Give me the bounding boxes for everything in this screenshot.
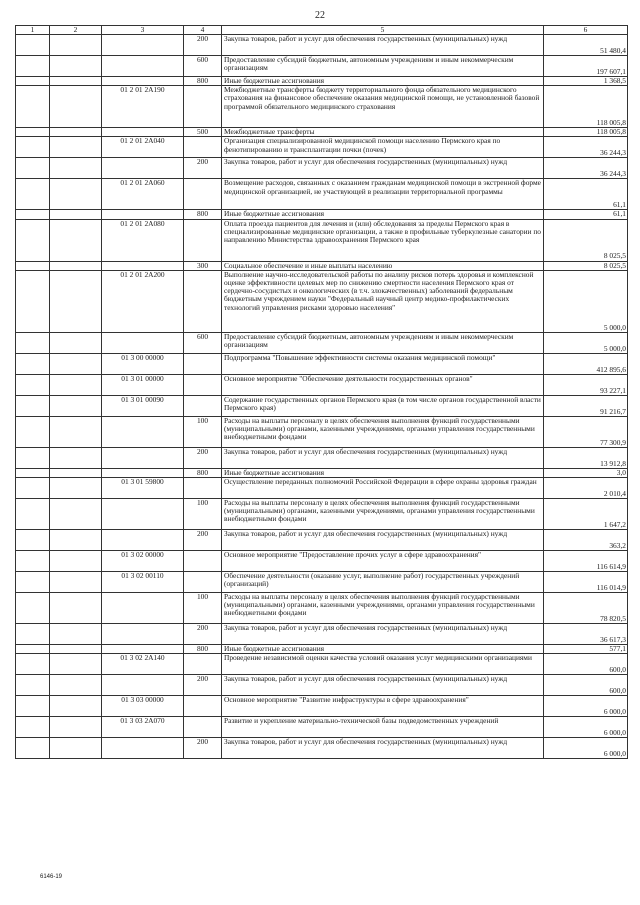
table-row [16,179,628,210]
description-cell: Социальное обеспечение и иные выплаты населению [222,261,544,270]
subsection-cell [50,530,102,551]
description-cell: Иные бюджетные ассигнования [222,77,544,86]
description-cell: Закупка товаров, работ и услуг для обеспечения государственных (муниципальных) нужд [222,35,544,56]
table-row [16,717,628,738]
target-article-cell [102,675,184,696]
amount-cell: 61,1 [544,210,628,219]
section-cell [16,654,50,675]
section-cell [16,499,50,530]
description-cell: Оплата проезда пациентов для лечения и (или) обследования за пределы Пермского края в специализированные медицинские организации, а также в профильные туберкулезные санатории по направлению Министерства здравоохранения Пермского края [222,219,544,261]
table-row [16,86,628,128]
description-cell: Закупка товаров, работ и услуг для обеспечения государственных (муниципальных) нужд [222,675,544,696]
section-cell [16,332,50,353]
amount-cell: 8 025,5 [544,261,628,270]
expense-type-cell [184,551,222,572]
section-cell [16,137,50,158]
section-cell [16,717,50,738]
table-row [16,332,628,353]
subsection-cell [50,478,102,499]
table-row [16,447,628,468]
subsection-cell [50,86,102,128]
description-cell: Расходы на выплаты персоналу в целях обеспечения выполнения функций государственными (муниципальными) органами, казенными учреждениями, органами управления государственными внебюджетными фондами [222,416,544,447]
expense-type-cell [184,137,222,158]
description-cell: Предоставление субсидий бюджетным, автономным учреждениям и иным некоммерческим организациям [222,332,544,353]
description-cell: Основное мероприятие "Обеспечение деятельности государственных органов" [222,374,544,395]
amount-cell: 1 647,2 [544,499,628,530]
expense-type-cell: 200 [184,624,222,645]
description-cell: Обеспечение деятельности (оказание услуг, выполнение работ) государственных учреждений (организаций) [222,572,544,593]
target-article-cell [102,416,184,447]
subsection-cell [50,572,102,593]
target-article-cell: 01 2 01 2А190 [102,86,184,128]
target-article-cell: 01 2 01 2А060 [102,179,184,210]
description-cell: Межбюджетные трансферты бюджету территориального фонда обязательного медицинского страхования на финансовое обеспечение оказания медицинской помощи, не установленной базовой программой обязательного медицинского страхования [222,86,544,128]
table-row [16,654,628,675]
target-article-cell [102,261,184,270]
description-cell: Основное мероприятие "Развитие инфраструктуры в сфере здравоохранения" [222,696,544,717]
footer-code: 6146-19 [40,874,63,880]
column-header: 3 [102,26,184,35]
target-article-cell [102,624,184,645]
expense-type-cell: 100 [184,416,222,447]
expense-type-cell: 300 [184,261,222,270]
target-article-cell [102,56,184,77]
section-cell [16,128,50,137]
expense-type-cell [184,353,222,374]
table-row [16,499,628,530]
section-cell [16,696,50,717]
subsection-cell [50,261,102,270]
amount-cell: 2 010,4 [544,478,628,499]
expense-type-cell [184,270,222,332]
table-row [16,395,628,416]
column-header: 2 [50,26,102,35]
table-row [16,675,628,696]
subsection-cell [50,416,102,447]
expense-type-cell [184,395,222,416]
table-row [16,353,628,374]
table-row [16,478,628,499]
subsection-cell [50,395,102,416]
description-cell: Проведение независимой оценки качества условий оказания услуг медицинскими организациями [222,654,544,675]
section-cell [16,353,50,374]
amount-cell: 118 005,8 [544,128,628,137]
table-row [16,137,628,158]
expense-type-cell [184,86,222,128]
target-article-cell [102,332,184,353]
subsection-cell [50,696,102,717]
amount-cell: 197 607,1 [544,56,628,77]
table-row [16,624,628,645]
section-cell [16,261,50,270]
table-row [16,416,628,447]
target-article-cell [102,158,184,179]
amount-cell: 13 912,8 [544,447,628,468]
section-cell [16,210,50,219]
column-header: 1 [16,26,50,35]
section-cell [16,270,50,332]
description-cell: Закупка товаров, работ и услуг для обеспечения государственных (муниципальных) нужд [222,624,544,645]
target-article-cell: 01 2 01 2А080 [102,219,184,261]
expense-type-cell: 800 [184,77,222,86]
target-article-cell [102,499,184,530]
budget-table [15,25,628,759]
section-cell [16,219,50,261]
description-cell: Закупка товаров, работ и услуг для обеспечения государственных (муниципальных) нужд [222,158,544,179]
expense-type-cell [184,478,222,499]
description-cell: Закупка товаров, работ и услуг для обеспечения государственных (муниципальных) нужд [222,738,544,759]
table-row [16,219,628,261]
expense-type-cell: 600 [184,56,222,77]
description-cell: Осуществление переданных полномочий Российской Федерации в сфере охраны здоровья граждан [222,478,544,499]
amount-cell: 6 000,0 [544,696,628,717]
expense-type-cell [184,696,222,717]
section-cell [16,645,50,654]
table-row [16,593,628,624]
expense-type-cell: 800 [184,645,222,654]
subsection-cell [50,499,102,530]
target-article-cell [102,593,184,624]
subsection-cell [50,675,102,696]
table-row [16,468,628,477]
description-cell: Организация специализированной медицинской помощи населению Пермского края по фенотипированию и трансплантации почки (почек) [222,137,544,158]
table-row [16,128,628,137]
target-article-cell: 01 3 02 00110 [102,572,184,593]
table-row [16,261,628,270]
subsection-cell [50,717,102,738]
target-article-cell [102,738,184,759]
expense-type-cell: 200 [184,158,222,179]
description-cell: Закупка товаров, работ и услуг для обеспечения государственных (муниципальных) нужд [222,447,544,468]
subsection-cell [50,353,102,374]
subsection-cell [50,270,102,332]
subsection-cell [50,35,102,56]
section-cell [16,447,50,468]
amount-cell: 6 000,0 [544,738,628,759]
table-header-row [16,26,628,35]
amount-cell: 51 480,4 [544,35,628,56]
amount-cell: 6 000,0 [544,717,628,738]
table-row [16,374,628,395]
description-cell: Содержание государственных органов Пермского края (в том числе органов государственной власти Пермского края) [222,395,544,416]
expense-type-cell [184,219,222,261]
table-row [16,551,628,572]
section-cell [16,738,50,759]
amount-cell: 36 244,3 [544,158,628,179]
section-cell [16,675,50,696]
target-article-cell: 01 2 01 2А200 [102,270,184,332]
target-article-cell: 01 3 01 59800 [102,478,184,499]
target-article-cell [102,530,184,551]
subsection-cell [50,738,102,759]
amount-cell: 61,1 [544,179,628,210]
target-article-cell: 01 3 00 00000 [102,353,184,374]
subsection-cell [50,128,102,137]
subsection-cell [50,56,102,77]
table-row [16,77,628,86]
subsection-cell [50,468,102,477]
expense-type-cell: 800 [184,468,222,477]
table-row [16,35,628,56]
amount-cell: 3,0 [544,468,628,477]
description-cell: Выполнение научно-исследовательской работы по анализу рисков потерь здоровья и комплексной оценке эффективности целевых мер по снижению смертности населения Пермского края от сердечно-сосудистых и онкологических (в т.ч. злокачественных) заболеваний федеральным бюджетным учреждением науки "Федеральный научный центр медико-профилактических технологий управления рисками здоровью населения" [222,270,544,332]
amount-cell: 116 014,9 [544,572,628,593]
target-article-cell: 01 3 03 00000 [102,696,184,717]
expense-type-cell: 100 [184,593,222,624]
target-article-cell: 01 2 01 2А040 [102,137,184,158]
table-row [16,210,628,219]
amount-cell: 600,0 [544,654,628,675]
section-cell [16,77,50,86]
expense-type-cell: 200 [184,530,222,551]
table-row [16,56,628,77]
amount-cell: 363,2 [544,530,628,551]
subsection-cell [50,551,102,572]
expense-type-cell: 600 [184,332,222,353]
section-cell [16,624,50,645]
subsection-cell [50,77,102,86]
expense-type-cell: 800 [184,210,222,219]
expense-type-cell: 200 [184,738,222,759]
amount-cell: 36 617,3 [544,624,628,645]
section-cell [16,395,50,416]
description-cell: Иные бюджетные ассигнования [222,645,544,654]
expense-type-cell: 200 [184,35,222,56]
amount-cell: 118 005,8 [544,86,628,128]
subsection-cell [50,654,102,675]
table-row [16,572,628,593]
section-cell [16,530,50,551]
expense-type-cell [184,374,222,395]
subsection-cell [50,137,102,158]
section-cell [16,593,50,624]
table-row [16,158,628,179]
description-cell: Предоставление субсидий бюджетным, автономным учреждениям и иным некоммерческим организациям [222,56,544,77]
target-article-cell [102,447,184,468]
expense-type-cell: 500 [184,128,222,137]
section-cell [16,468,50,477]
section-cell [16,551,50,572]
target-article-cell: 01 3 01 00090 [102,395,184,416]
section-cell [16,416,50,447]
amount-cell: 1 368,5 [544,77,628,86]
description-cell: Основное мероприятие "Предоставление прочих услуг в сфере здравоохранения" [222,551,544,572]
description-cell: Закупка товаров, работ и услуг для обеспечения государственных (муниципальных) нужд [222,530,544,551]
target-article-cell [102,645,184,654]
table-row [16,530,628,551]
target-article-cell [102,468,184,477]
amount-cell: 5 000,0 [544,332,628,353]
target-article-cell [102,77,184,86]
subsection-cell [50,624,102,645]
section-cell [16,572,50,593]
table-body [16,35,628,759]
column-header: 6 [544,26,628,35]
subsection-cell [50,219,102,261]
amount-cell: 77 300,9 [544,416,628,447]
section-cell [16,158,50,179]
description-cell: Иные бюджетные ассигнования [222,210,544,219]
expense-type-cell [184,572,222,593]
section-cell [16,86,50,128]
subsection-cell [50,645,102,654]
target-article-cell: 01 3 01 00000 [102,374,184,395]
description-cell: Подпрограмма "Повышение эффективности системы оказания медицинской помощи" [222,353,544,374]
expense-type-cell: 100 [184,499,222,530]
subsection-cell [50,593,102,624]
column-header: 4 [184,26,222,35]
table-row [16,696,628,717]
page-number: 22 [315,10,325,21]
table-row [16,270,628,332]
amount-cell: 8 025,5 [544,219,628,261]
amount-cell: 36 244,3 [544,137,628,158]
amount-cell: 116 614,9 [544,551,628,572]
section-cell [16,179,50,210]
table-row [16,645,628,654]
section-cell [16,478,50,499]
table-row [16,738,628,759]
description-cell: Межбюджетные трансферты [222,128,544,137]
target-article-cell [102,35,184,56]
subsection-cell [50,210,102,219]
section-cell [16,56,50,77]
target-article-cell [102,210,184,219]
expense-type-cell [184,179,222,210]
expense-type-cell [184,717,222,738]
subsection-cell [50,332,102,353]
section-cell [16,35,50,56]
amount-cell: 600,0 [544,675,628,696]
description-cell: Возмещение расходов, связанных с оказанием гражданам медицинской помощи в экстренной форме медицинской организацией, не участвующей в реализации территориальной программы [222,179,544,210]
subsection-cell [50,158,102,179]
amount-cell: 93 227,1 [544,374,628,395]
subsection-cell [50,179,102,210]
amount-cell: 78 820,5 [544,593,628,624]
column-header: 5 [222,26,544,35]
amount-cell: 577,1 [544,645,628,654]
target-article-cell: 01 3 02 2А140 [102,654,184,675]
subsection-cell [50,447,102,468]
amount-cell: 412 895,6 [544,353,628,374]
expense-type-cell [184,654,222,675]
description-cell: Расходы на выплаты персоналу в целях обеспечения выполнения функций государственными (муниципальными) органами, казенными учреждениями, органами управления государственными внебюджетными фондами [222,593,544,624]
subsection-cell [50,374,102,395]
target-article-cell: 01 3 03 2А070 [102,717,184,738]
expense-type-cell: 200 [184,675,222,696]
amount-cell: 91 216,7 [544,395,628,416]
amount-cell: 5 000,0 [544,270,628,332]
description-cell: Развитие и укрепление материально-технической базы подведомственных учреждений [222,717,544,738]
description-cell: Расходы на выплаты персоналу в целях обеспечения выполнения функций государственными (муниципальными) органами, казенными учреждениями, органами управления государственными внебюджетными фондами [222,499,544,530]
description-cell: Иные бюджетные ассигнования [222,468,544,477]
target-article-cell [102,128,184,137]
section-cell [16,374,50,395]
target-article-cell: 01 3 02 00000 [102,551,184,572]
expense-type-cell: 200 [184,447,222,468]
